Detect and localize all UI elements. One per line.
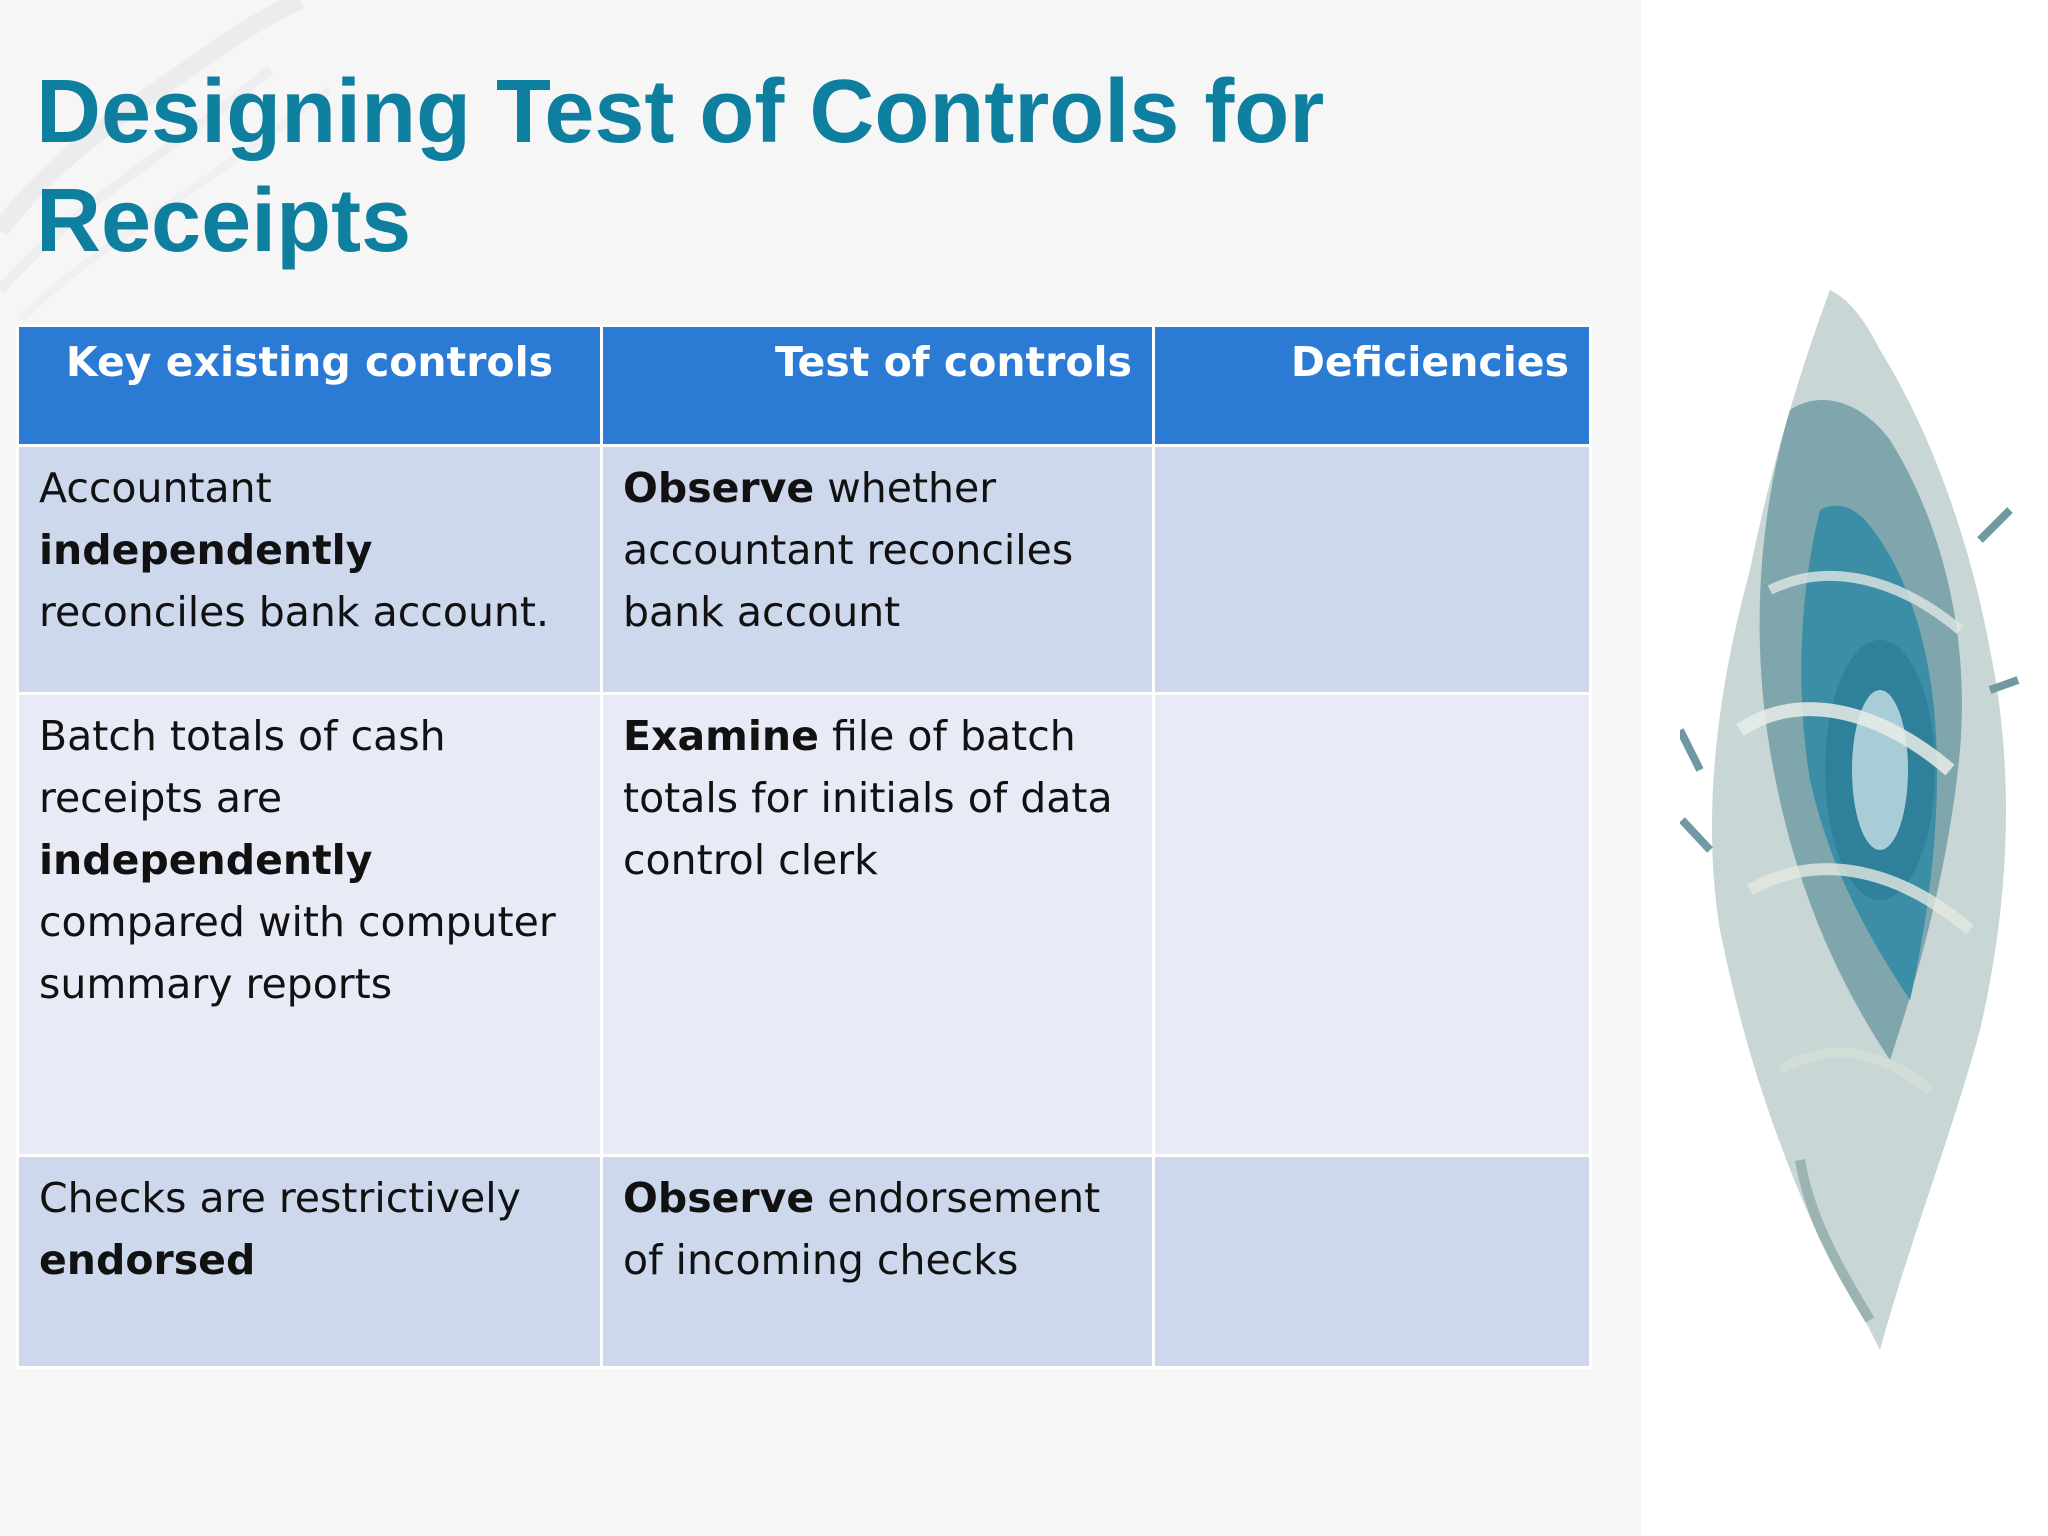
header-test-of-controls: Test of controls [602,326,1154,446]
test-control-cell [602,446,1154,694]
table-row [18,1156,1591,1368]
cell-text: endorsement of incoming checks [623,1174,1101,1284]
cell-text: compared with computer summary reports [39,898,556,1008]
table-row [18,446,1591,694]
cell-emphasis: Observe [623,464,815,512]
deficiency-cell [1154,694,1591,1156]
cell-text: file of batch totals for initials of data control clerk [623,712,1113,884]
cell-emphasis: independently [39,526,373,574]
cell-text: reconciles bank account. [39,588,550,636]
controls-table [16,324,1592,1369]
cell-emphasis: independently [39,836,373,884]
cell-text: whether accountant reconciles bank account [623,464,1074,636]
table-header-row [18,326,1591,446]
cell-text: Batch totals of cash receipts are [39,712,446,822]
deficiency-cell [1154,446,1591,694]
cell-emphasis: Observe [623,1174,815,1222]
abstract-shell-artwork [1680,210,2020,1350]
table-row [18,694,1591,1156]
key-control-cell [18,694,602,1156]
cell-emphasis: endorsed [39,1236,256,1284]
test-control-cell [602,1156,1154,1368]
cell-text: Accountant [39,464,272,512]
test-control-cell [602,694,1154,1156]
cell-emphasis: Examine [623,712,819,760]
key-control-cell [18,1156,602,1368]
cell-text: Checks are restrictively [39,1174,521,1222]
header-deficiencies: Deficiencies [1154,326,1591,446]
slide-title: Designing Test of Controls for Receipts [36,62,1325,271]
deficiency-cell [1154,1156,1591,1368]
key-control-cell [18,446,602,694]
header-key-existing-controls: Key existing controls [18,326,602,446]
